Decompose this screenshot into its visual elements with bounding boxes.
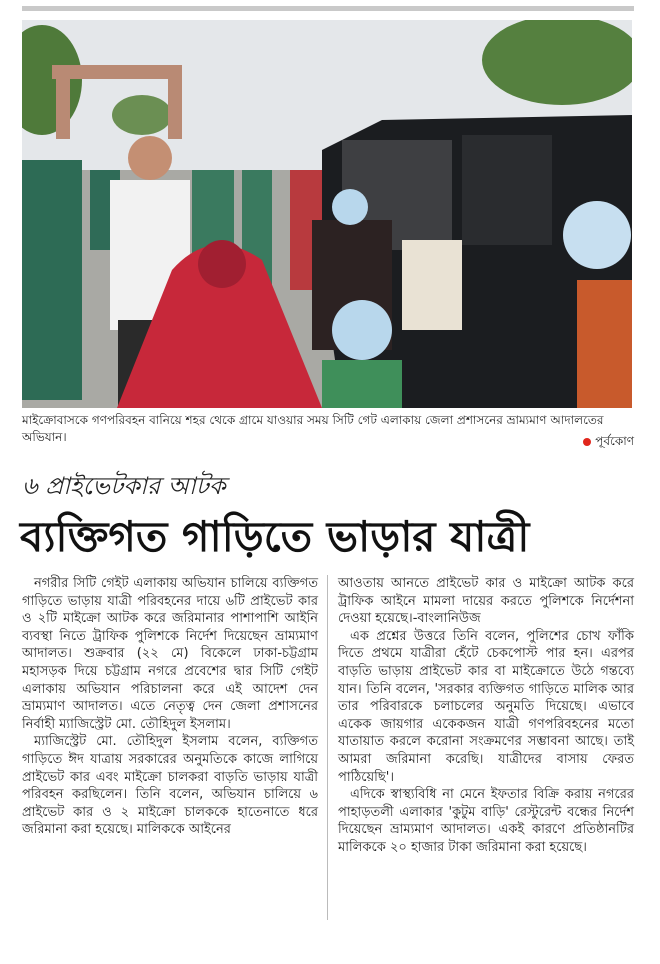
paragraph: এদিকে স্বাস্থ্যবিধি না মেনে ইফতার বিক্রি করায় নগরের পাহাড়তলী এলাকার 'কুটুম বাড়ি' রেস্টুরেন্ট বন্ধের নির্দেশ দিয়েছেন ভ্রাম্যমাণ আদালত। একই কারণে প্রতিষ্ঠানটির মালিককে ২০ হাজার টাকা জরিমানা করা হয়েছে। <box>338 787 634 855</box>
caption-text: মাইক্রোবাসকে গণপরিবহন বানিয়ে শহর থেকে গ্রামে যাওয়ার সময় সিটি গেট এলাকায় জেলা প্রশাসনের ভ্রাম্যমাণ আদালতের অভিযান। <box>22 413 604 444</box>
column-divider <box>327 575 328 920</box>
article-column-right <box>338 575 634 857</box>
credit-text: পূর্বকোণ <box>595 434 634 448</box>
photo-credit <box>583 433 634 450</box>
paragraph: আওতায় আনতে প্রাইভেট কার ও মাইক্রো আটক করে ট্রাফিক আইনে মামলা দায়ের করতে পুলিশকে নির্দেশনা দেওয়া হয়েছে।-বাংলানিউজ <box>338 576 634 627</box>
article-headline: ব্যক্তিগত গাড়িতে ভাড়ার যাত্রী <box>20 512 530 561</box>
article-column-left <box>22 575 318 839</box>
credit-dot-icon <box>583 438 591 446</box>
top-rule <box>22 6 634 11</box>
article-kicker: ৬ প্রাইভেটকার আটক <box>22 472 226 500</box>
paragraph: এক প্রশ্নের উত্তরে তিনি বলেন, পুলিশের চোখ ফাঁকি দিতে প্রথমে যাত্রীরা হেঁটে চেকপোস্ট পার হন। এরপর বাড়তি ভাড়ায় প্রাইভেট কার বা মাইক্রোতে উঠে গন্তব্যে যান। তিনি বলেন, 'সরকার ব্যক্তিগত গাড়িতে মালিক আর তার পরিবারকে চলাচলের অনুমতি দিয়েছে। এভাবে একেক জায়গার একেকজন যাত্রী গণপরিবহনের মতো যাতায়াত করলে করোনা সংক্রমণের সম্ভাবনা আছে। তাই আমরা জরিমানা করেছি। যাত্রীদের বাসায় ফেরত পাঠিয়েছি'। <box>338 628 634 785</box>
photo-caption <box>22 412 634 446</box>
news-photo <box>22 20 632 408</box>
paragraph: ম্যাজিস্ট্রেট মো. তৌহিদুল ইসলাম বলেন, ব্যক্তিগত গাড়িতে ঈদ যাত্রায় সরকারের অনুমতিকে কাজে লাগিয়ে প্রাইভেট কার এবং মাইক্রো চালকরা বাড়তি ভাড়ায় যাত্রী পরিবহন করছিলেন। তিনি বলেন, অভিযান চালিয়ে ৬ প্রাইভেট কার ও ২ মাইক্রো চালককে হাতেনাতে ধরে জরিমানা করা হয়েছে। মালিককে আইনের <box>22 734 318 838</box>
paragraph: নগরীর সিটি গেইট এলাকায় অভিযান চালিয়ে ব্যক্তিগত গাড়িতে ভাড়ায় যাত্রী পরিবহনের দায়ে ৬টি প্রাইভেট কার ও ২টি মাইক্রো আটক করে জরিমানার পাশাপাশি আইনি ব্যবস্থা নিতে ট্রাফিক পুলিশকে নির্দেশ দিয়েছেন ভ্রাম্যমাণ আদালত। শুক্রবার (২২ মে) বিকেলে ঢাকা-চট্টগ্রাম মহাসড়ক দিয়ে চট্টগ্রাম নগরে প্রবেশের দ্বার সিটি গেইট এলাকায় অভিযান পরিচালনা করে এই আদেশ দেন ভ্রাম্যমাণ আদালত। এতে নেতৃত্ব দেন জেলা প্রশাসনের নির্বাহী ম্যাজিস্ট্রেট মো. তৌহিদুল ইসলাম। <box>22 576 318 732</box>
